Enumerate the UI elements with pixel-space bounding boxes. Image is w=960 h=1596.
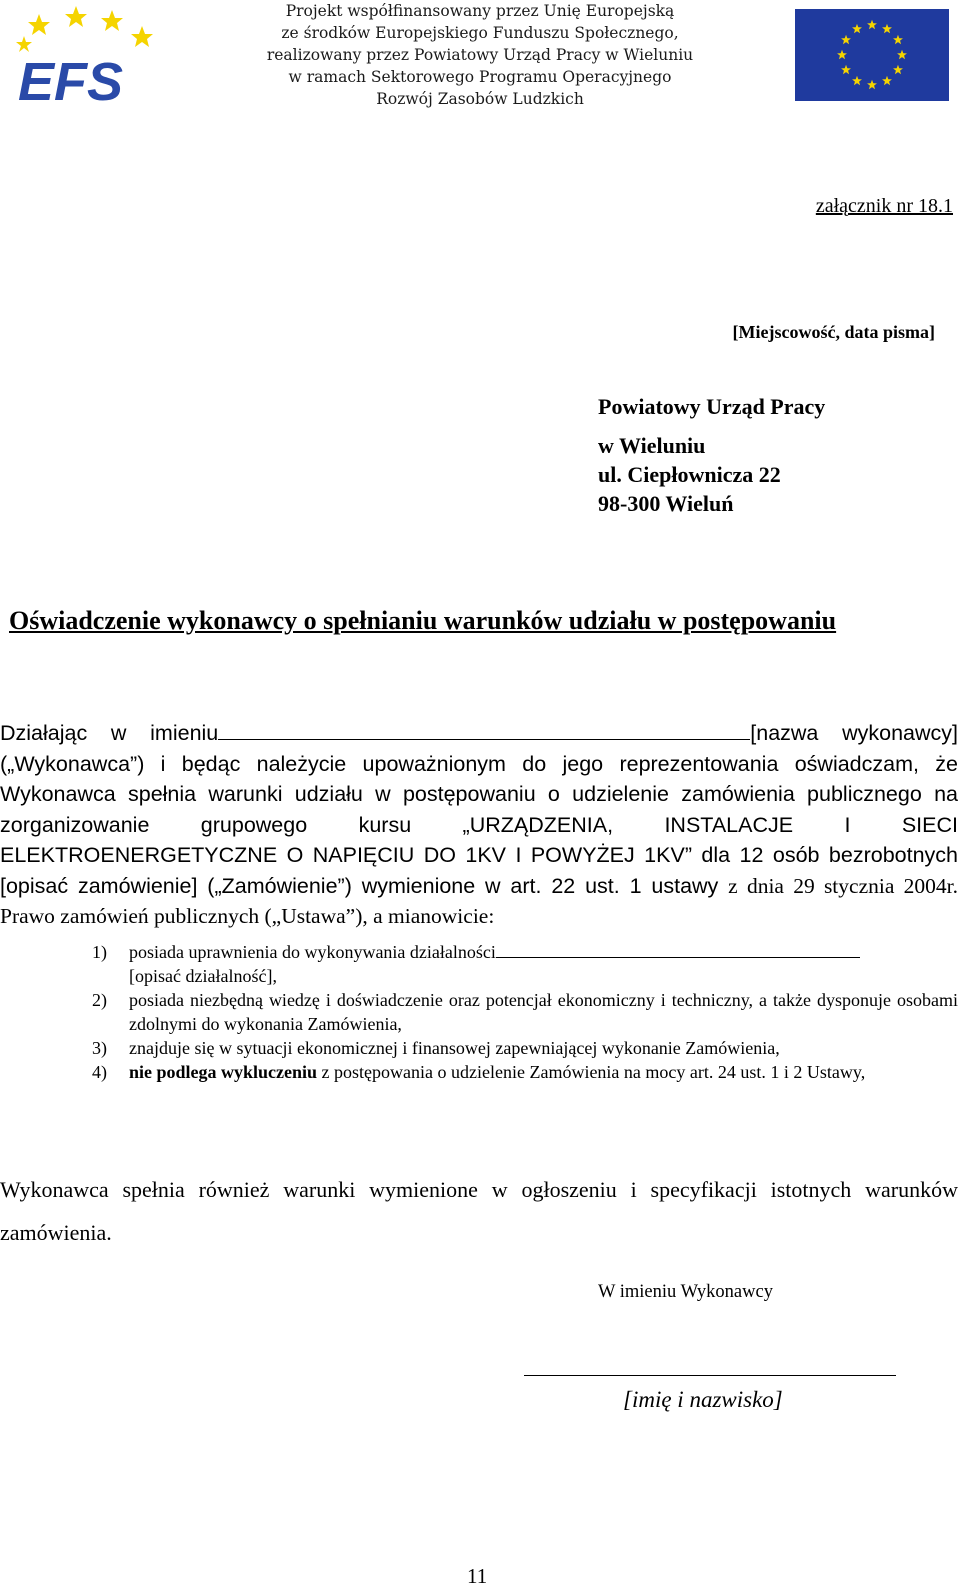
list-number: 2) xyxy=(92,990,107,1010)
signature-name-placeholder: [imię i nazwisko] xyxy=(623,1387,783,1412)
list-text: znajduje się w sytuacji ekonomicznej i finansowej zapewniającej wykonanie Zamówienia, xyxy=(129,1038,780,1058)
recipient-street: ul. Ciepłownicza 22 xyxy=(598,462,781,487)
list-item xyxy=(92,1060,958,1084)
list-text-bold: nie podlega wykluczeniu xyxy=(129,1062,318,1082)
list-number: 4) xyxy=(92,1062,107,1082)
header-line: Rozwój Zasobów Ludzkich xyxy=(376,90,584,108)
declaration-text-end: z dnia 29 stycznia 2004r. Prawo zamówień publicznych („Ustawa”), a mianowicie: xyxy=(0,873,958,928)
efs-stars xyxy=(16,6,153,52)
list-text-tail: [opisać działalność], xyxy=(129,966,277,986)
declaration-text: („Wykonawca”) i będąc należycie upoważnionym do jego reprezentowania oświadczam, że Wykonawca spełnia warunki udziału w postępowaniu o udzielenie zamówienia publicznego na zorganizowanie grupowego kursu „URZĄDZENIA, INSTALACJE I SIECI ELEKTROENERGETYCZNE O NAPIĘCIU DO 1KV I POWYŻEJ 1KV” dla 12 osób bezrobotnych [opisać zamówienie] („Zamówienie”) wymienione w art. 22 ust. 1 ustawy xyxy=(0,751,958,898)
contractor-name-placeholder: [nazwa wykonawcy] xyxy=(750,721,958,745)
document-title: Oświadczenie wykonawcy o spełnianiu warunków udziału w postępowaniu xyxy=(9,606,837,635)
header-line: ze środków Europejskiego Funduszu Społecznego, xyxy=(281,24,679,42)
declaration-paragraph xyxy=(0,718,958,932)
intro-start: Działając w imieniu xyxy=(0,721,219,745)
list-text: posiada uprawnienia do wykonywania działalności xyxy=(129,942,496,962)
signature-line xyxy=(524,1375,896,1376)
recipient-name: Powiatowy Urząd Pracy xyxy=(598,394,826,419)
closing-statement: Wykonawca spełnia również warunki wymienione w ogłoszeniu i specyfikacji istotnych warunków zamówienia. xyxy=(0,1177,958,1245)
contractor-name-blank xyxy=(218,721,750,740)
annex-number: załącznik nr 18.1 xyxy=(815,195,953,217)
signature-label: W imieniu Wykonawcy xyxy=(598,1282,773,1302)
list-item xyxy=(92,940,958,988)
list-number: 1) xyxy=(92,942,107,962)
recipient-address xyxy=(598,392,825,518)
efs-logo-text: EFS xyxy=(18,52,124,104)
list-text: posiada niezbędną wiedzę i doświadczenie oraz potencjał ekonomiczny i techniczny, a także dysponuje osobami zdolnymi do wykonania Zamówienia, xyxy=(129,990,958,1034)
activity-blank xyxy=(496,941,860,958)
list-item xyxy=(92,1036,958,1060)
header-line: Projekt współfinansowany przez Unię Europejską xyxy=(285,2,675,20)
header-line: w ramach Sektorowego Programu Operacyjnego xyxy=(288,68,672,86)
recipient-city-line: w Wieluniu xyxy=(598,433,706,458)
header-cofinancing-text xyxy=(200,0,760,110)
efs-logo xyxy=(14,4,162,104)
recipient-postal: 98-300 Wieluń xyxy=(598,491,734,516)
list-item xyxy=(92,988,958,1036)
page-number: 11 xyxy=(467,1564,488,1588)
place-date-placeholder: [Miejscowość, data pisma] xyxy=(732,322,935,342)
header-line: realizowany przez Powiatowy Urząd Pracy w Wieluniu xyxy=(266,46,694,64)
list-number: 3) xyxy=(92,1038,107,1058)
list-text: z postępowania o udzielenie Zamówienia na mocy art. 24 ust. 1 i 2 Ustawy, xyxy=(317,1062,866,1082)
eu-flag-icon xyxy=(795,9,949,101)
conditions-list xyxy=(92,940,958,1084)
